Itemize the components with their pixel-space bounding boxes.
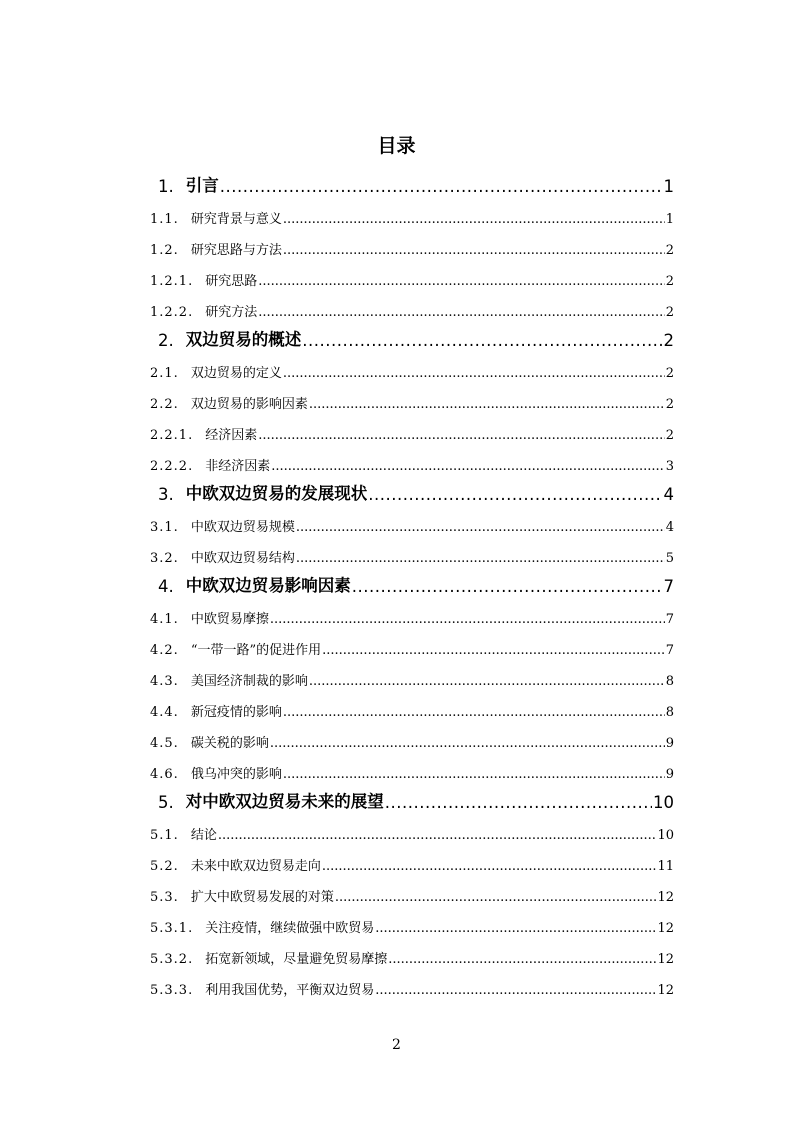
toc-entry-number: 1.2.2. — [150, 305, 194, 320]
dot-leader — [385, 793, 652, 812]
toc-entry-number: 5. — [158, 793, 174, 812]
toc-entry[interactable] — [150, 596, 674, 627]
toc-entry-number: 1.2.1. — [150, 274, 194, 289]
toc-entry-page: 9 — [665, 736, 674, 751]
toc-entry-title: 研究思路与方法 — [190, 243, 282, 258]
toc-entry-number: 1.1. — [150, 212, 179, 227]
dot-leader — [283, 705, 665, 720]
toc-entry[interactable] — [150, 905, 674, 936]
toc-entry-title: 中欧双边贸易的发展现状 — [185, 484, 368, 503]
dot-leader — [322, 859, 657, 874]
dot-leader — [283, 366, 665, 381]
toc-entry-number: 5.3.3. — [150, 983, 194, 998]
toc-entry-title: 利用我国优势，平衡双边贸易 — [205, 983, 375, 998]
toc-entry-page: 11 — [657, 859, 674, 874]
toc-entry[interactable] — [150, 535, 674, 566]
toc-entry-page: 5 — [665, 551, 674, 566]
dot-leader — [352, 577, 663, 596]
toc-entry[interactable] — [150, 658, 674, 689]
toc-entry-number: 3. — [158, 485, 174, 504]
dot-leader — [258, 305, 664, 320]
toc-entry-page: 2 — [663, 331, 674, 350]
toc-entry[interactable] — [150, 751, 674, 782]
toc-entry-title: 对中欧双边贸易未来的展望 — [185, 792, 384, 811]
dot-leader — [368, 485, 662, 504]
toc-entry[interactable] — [150, 443, 674, 474]
dot-leader — [220, 177, 663, 196]
toc-entry[interactable] — [150, 782, 674, 812]
toc-entry-number: 3.2. — [150, 551, 179, 566]
dot-leader — [296, 551, 665, 566]
toc-entry-number: 4.1. — [150, 612, 179, 627]
toc-entry[interactable] — [150, 227, 674, 258]
page-number: 2 — [392, 1037, 401, 1053]
toc-entry-page: 12 — [657, 921, 674, 936]
toc-entry-number: 2.1. — [150, 366, 179, 381]
toc-entry-page: 1 — [665, 212, 674, 227]
toc-entry-title: 中欧双边贸易规模 — [190, 520, 295, 535]
toc-entry-title: 未来中欧双边贸易走向 — [190, 859, 321, 874]
dot-leader — [309, 397, 665, 412]
dot-leader — [270, 736, 665, 751]
toc-entry[interactable] — [150, 350, 674, 381]
toc-entry-title: 双边贸易的定义 — [190, 366, 282, 381]
dot-leader — [258, 428, 664, 443]
toc-entry-number: 1.2. — [150, 243, 179, 258]
toc-entry-title: 关注疫情，继续做强中欧贸易 — [205, 921, 375, 936]
dot-leader — [388, 952, 656, 967]
toc-entry-page: 7 — [665, 612, 674, 627]
toc-entry[interactable] — [150, 289, 674, 320]
toc-entry-number: 4.5. — [150, 736, 179, 751]
toc-entry-title: 拓宽新领域，尽量避免贸易摩擦 — [205, 952, 388, 967]
toc-entry-title: 双边贸易的概述 — [185, 330, 302, 349]
toc-entry-number: 2. — [158, 331, 174, 350]
toc-entry-number: 4.4. — [150, 705, 179, 720]
toc-entry-title: 碳关税的影响 — [190, 736, 269, 751]
toc-entry-page: 2 — [665, 274, 674, 289]
dot-leader — [218, 828, 657, 843]
toc-entry[interactable] — [150, 258, 674, 289]
toc-entry-page: 2 — [665, 428, 674, 443]
toc-entry-title: 研究思路 — [205, 274, 258, 289]
toc-entry-page: 12 — [657, 890, 674, 905]
toc-entry[interactable] — [150, 936, 674, 967]
toc-entry-number: 5.3.2. — [150, 952, 194, 967]
toc-entry-page: 7 — [663, 577, 674, 596]
toc-entry-number: 4.6. — [150, 767, 179, 782]
dot-leader — [270, 612, 665, 627]
toc-entry-number: 5.2. — [150, 859, 179, 874]
toc-entry-page: 12 — [657, 952, 674, 967]
toc-entry-number: 5.1. — [150, 828, 179, 843]
dot-leader — [258, 274, 664, 289]
dot-leader — [296, 520, 665, 535]
toc-entry-title: 中欧双边贸易结构 — [190, 551, 295, 566]
toc-entry[interactable] — [150, 381, 674, 412]
toc-entry-page: 4 — [665, 520, 674, 535]
toc-entry-number: 2.2. — [150, 397, 179, 412]
dot-leader — [375, 921, 656, 936]
toc-entry-number: 5.3. — [150, 890, 179, 905]
toc-entry-number: 4.2. — [150, 643, 179, 658]
toc-title: 目录 — [377, 135, 416, 157]
toc-entry-page: 8 — [665, 674, 674, 689]
toc-entry-number: 1. — [158, 177, 174, 196]
toc-entry-title: 研究背景与意义 — [190, 212, 282, 227]
dot-leader — [283, 767, 665, 782]
toc-entry-number: 3.1. — [150, 520, 179, 535]
toc-entry[interactable] — [150, 166, 674, 196]
toc-entry-title: 美国经济制裁的影响 — [190, 674, 308, 689]
toc-entry-title: 引言 — [185, 176, 219, 195]
dot-leader — [335, 890, 657, 905]
toc-entry-title: 中欧贸易摩擦 — [190, 612, 269, 627]
toc-entry-page: 9 — [665, 767, 674, 782]
toc-entry[interactable] — [150, 843, 674, 874]
toc-entry-title: 非经济因素 — [205, 459, 271, 474]
toc-entry[interactable] — [150, 689, 674, 720]
toc-entry-number: 5.3.1. — [150, 921, 194, 936]
toc-entry-number: 2.2.1. — [150, 428, 194, 443]
dot-leader — [283, 243, 665, 258]
toc-entry[interactable] — [150, 812, 674, 843]
table-of-contents — [150, 166, 674, 998]
toc-entry-page: 1 — [663, 177, 674, 196]
toc-entry-title: 中欧双边贸易影响因素 — [185, 576, 351, 595]
toc-entry-page: 7 — [665, 643, 674, 658]
toc-entry-title: 扩大中欧贸易发展的对策 — [190, 890, 334, 905]
toc-entry-title: 经济因素 — [205, 428, 258, 443]
toc-entry-page: 10 — [653, 793, 674, 812]
toc-entry-number: 4.3. — [150, 674, 179, 689]
toc-entry-number: 4. — [158, 577, 174, 596]
toc-entry-page: 12 — [657, 983, 674, 998]
dot-leader — [283, 212, 665, 227]
dot-leader — [302, 331, 662, 350]
toc-entry[interactable] — [150, 474, 674, 504]
toc-entry[interactable] — [150, 566, 674, 596]
dot-leader — [375, 983, 656, 998]
toc-entry-title: 结论 — [190, 828, 217, 843]
toc-entry-title: “一带一路”的促进作用 — [190, 643, 322, 658]
toc-entry-title: 新冠疫情的影响 — [190, 705, 282, 720]
toc-entry[interactable] — [150, 196, 674, 227]
dot-leader — [309, 674, 665, 689]
toc-entry[interactable] — [150, 874, 674, 905]
toc-entry[interactable] — [150, 720, 674, 751]
toc-entry-page: 2 — [665, 243, 674, 258]
dot-leader — [271, 459, 664, 474]
toc-entry[interactable] — [150, 320, 674, 350]
toc-entry[interactable] — [150, 504, 674, 535]
toc-entry[interactable] — [150, 967, 674, 998]
toc-entry-page: 10 — [657, 828, 674, 843]
toc-entry-title: 俄乌冲突的影响 — [190, 767, 282, 782]
toc-entry-title: 研究方法 — [205, 305, 258, 320]
toc-entry[interactable] — [150, 412, 674, 443]
toc-entry-number: 2.2.2. — [150, 459, 194, 474]
toc-entry-page: 3 — [665, 459, 674, 474]
toc-entry-page: 2 — [665, 366, 674, 381]
dot-leader — [322, 643, 665, 658]
toc-entry-page: 4 — [663, 485, 674, 504]
toc-entry[interactable] — [150, 627, 674, 658]
toc-entry-page: 2 — [665, 397, 674, 412]
toc-entry-title: 双边贸易的影响因素 — [190, 397, 308, 412]
toc-entry-page: 2 — [665, 305, 674, 320]
toc-entry-page: 8 — [665, 705, 674, 720]
